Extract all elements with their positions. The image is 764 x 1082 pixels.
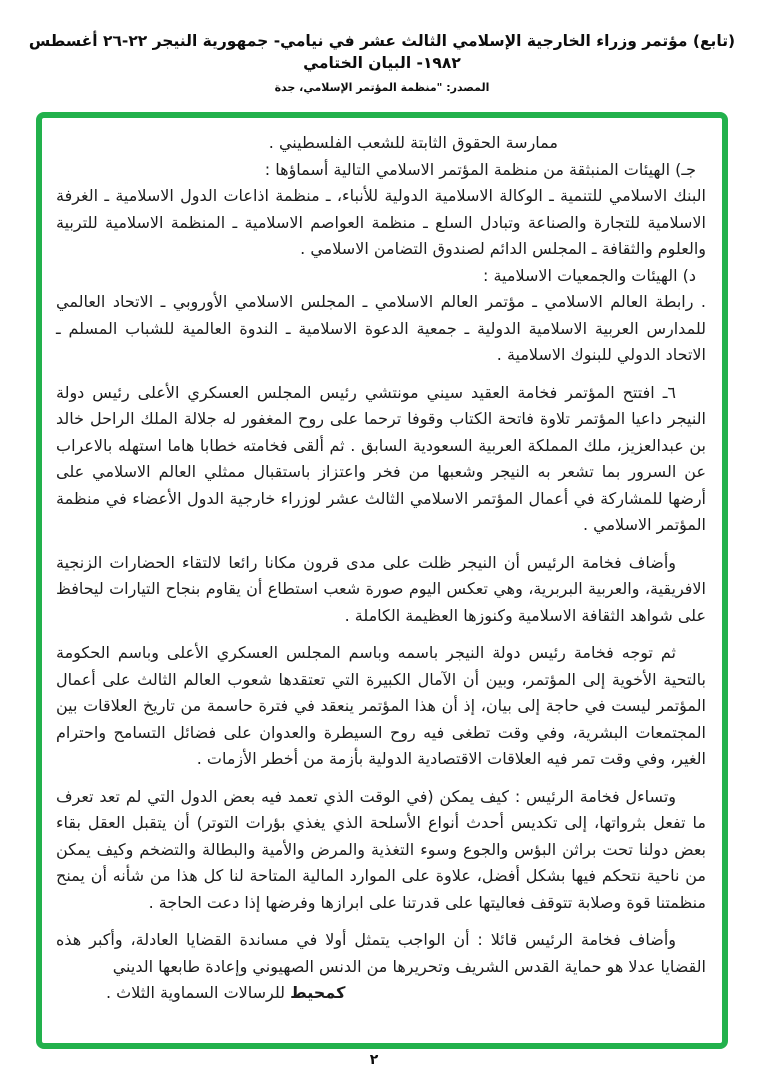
- page-header: [0, 0, 764, 94]
- last-line-rest: للرسالات السماوية الثلاث .: [106, 983, 291, 1002]
- paragraph-last-line: [56, 980, 706, 1007]
- paragraph-president-question: وتساءل فخامة الرئيس : كيف يمكن (في الوقت الذي تعمد فيه بعض الدول التي لم تعد تعرف ما تفعل بثرواتها، إلى تكديس أحدث أنواع الأسلحة الذي يغذي بؤرات التوتر) أن يتقبل العقل بقاء بعض دولنا تحت براثن البؤس والجوع وسوء التغذية والمرض والأمية والبطالة والتضخم وكيف يمكن من ناحية نتحكم فيها بشكل أفضل، علاوة على الموارد المالية المتاحة لنا كل هذا من شأنه أن يمنح منظمتنا قوة وصلابة تتوقف فعاليتها على قدرتنا على ابرازها وفرضها إذا دعت الحاجة .: [56, 786, 706, 912]
- list-heading-c: جـ) الهيئات المنبثقة من منظمة المؤتمر الاسلامي التالية أسماؤها :: [264, 159, 696, 179]
- paragraph-president-added-civilizations: وأضاف فخامة الرئيس أن النيجر ظلت على مدى قرون مكانا رائعا لالتقاء الحضارات الزنجية الافريقية، والعربية البربرية، وهي تعكس اليوم صورة شعب استطاع أن يقاوم بنجاح التيارات ليحافظ على شواهد الثقافة الاسلامية وكنوزها العظيمة الكاملة .: [56, 552, 706, 625]
- page-number: ٢: [369, 1052, 379, 1068]
- paragraph-opening-item-6: ٦ـ افتتح المؤتمر فخامة العقيد سيني مونتشي رئيس المجلس العسكري الأعلى رئيس دولة النيجر داعيا المؤتمر تلاوة فاتحة الكتاب وقوفا ترحما على روح المغفور له جلالة الملك الراحل خالد بن عبدالعزيز، ملك المملكة العربية السعودية السابق . ثم ألقى فخامته خطابا هاما استهله بالاعراب عن السرور بما تشعر به النيجر وشعبها من فخر واعتزاز باستقبال ممثلي العالم الاسلامي على أرضها للمشاركة في أعمال المؤتمر الاسلامي الثالث عشر لوزراء خارجية الدول الأعضاء في منظمة المؤتمر الاسلامي .: [56, 382, 706, 534]
- paragraph-palestinian-rights: ممارسة الحقوق الثابتة للشعب الفلسطيني .: [268, 133, 558, 152]
- paragraph-president-greeting: ثم توجه فخامة رئيس دولة النيجر باسمه وباسم المجلس العسكري الأعلى وباسم الحكومة بالتحية الأخوية إلى المؤتمر، وبين أن الآمال الكبيرة التي تعتقدها شعوب العالم الثالث على أعمال المؤتمر ليست في حاجة إلى بيان، إذ أن هذا المؤتمر ينعقد في فترة حاسمة من تاريخ العلاقات بين المجتمعات البشرية، وفي وقت تطغى فيه روح السيطرة والعدوان على فضائل التسامح واحترام الغير، وفي وقت تمر فيه العلاقات الاقتصادية الدولية بأزمة من أخطر الأزمات .: [56, 643, 706, 768]
- content-frame: [36, 112, 728, 1049]
- paragraph-president-duty: وأضاف فخامة الرئيس قائلا : أن الواجب يتمثل أولا في مساندة القضايا العادلة، وأكبر هذه القضايا عدلا هو حماية القدس الشريف وتحريرها من الدنس الصهيوني وإعادة طابعها الديني: [56, 930, 706, 976]
- stamped-word: كمحيط: [290, 983, 346, 1002]
- list-heading-d: د) الهيئات والجمعيات الاسلامية :: [483, 265, 696, 285]
- source-line: المصدر: "منظمة المؤتمر الإسلامي، جدة: [274, 81, 490, 94]
- paragraph-associations-list: . رابطة العالم الاسلامي ـ مؤتمر العالم الاسلامي ـ المجلس الاسلامي الأوروبي ـ الاتحاد العالمي للمدارس العربية الاسلامية الدولية ـ جمعية الدعوة الاسلامية ـ الندوة العالمية للشباب المسلم ـ الاتحاد الدولي للبنوك الاسلامية .: [56, 292, 706, 364]
- paragraph-organs-list: البنك الاسلامي للتنمية ـ الوكالة الاسلامية الدولية للأنباء، ـ منظمة اذاعات الدول الاسلامية ـ الغرفة الاسلامية للتجارة والصناعة وتبادل السلع ـ منظمة العواصم الاسلامية ـ المنظمة الاسلامية للتربية والعلوم والثقافة ـ المجلس الدائم لصندوق التضامن الاسلامي .: [56, 186, 706, 258]
- document-body: [56, 130, 706, 1007]
- conference-title: (تابع) مؤتمر وزراء الخارجية الإسلامي الثالث عشر في نيامي- جمهورية النيجر ٢٢-٢٦ أغسطس ١٩٨٢- البيان الختامي: [28, 32, 736, 72]
